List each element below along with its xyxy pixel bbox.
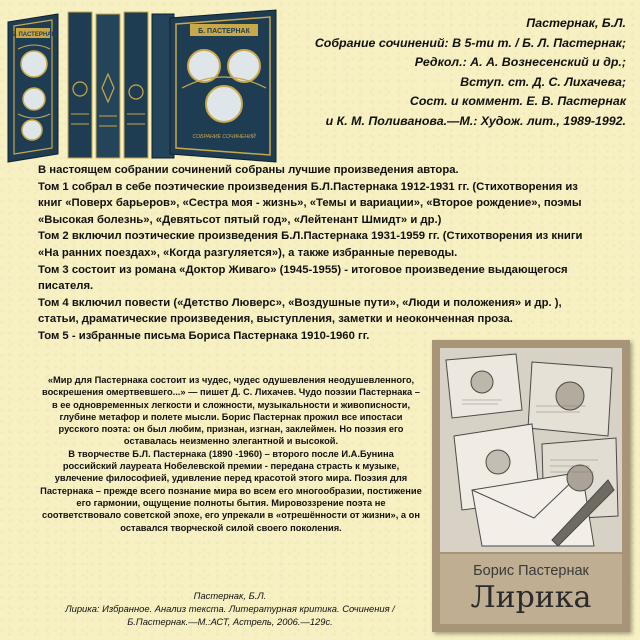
collected-works-bibliography [266,14,626,132]
bibliography-line: Собрание сочинений: В 5-ти т. / Б. Л. Пастернак; [314,35,626,50]
description-line: Том 4 включил повести («Детство Люверс», «Воздушные пути», «Люди и положения» и др. ), [38,296,562,309]
lyrics-bibliography-line: Лирика: Избранное. Анализ текста. Литературная критика. Сочинения / [65,602,395,614]
bibliography-line: Сост. и коммент. Е. В. Пастернак [409,94,626,109]
lyrics-book-cover [432,340,630,632]
collected-works-set-image [4,4,280,164]
volume-1 [8,14,58,162]
description-line: Том 3 состоит из романа «Доктор Живаго» (1945-1955) - итоговое произведение выдающегося [38,263,568,276]
description-line: В настоящем собрании сочинений собраны лучшие произведения автора. [38,164,459,176]
description-line: статьи, драматические произведения, выступления, заметки и неоконченная проза. [38,313,513,326]
bibliography-line: Редкол.: А. А. Вознесенский и др.; [414,55,626,70]
lyrics-bibliography-line: Б.Пастернак.—М.:АСТ, Астрель, 2006.—129с. [127,615,333,627]
lyrics-bibliography [20,590,440,628]
poetry-quote [40,374,422,534]
front-cover-title: Б. ПАСТЕРНАК [198,28,250,35]
lyrics-book-author: Борис Пастернак [473,563,589,579]
description-line: Том 1 собрал в себе поэтические произведения Б.Л.Пастернака 1912-1931 гг. (Стихотворения из [38,180,578,193]
lyrics-bibliography-line: Пастернак, Б.Л. [193,590,267,601]
bibliography-line: Пастернак, Б.Л. [526,16,626,30]
quote-paragraph-2: В творчестве Б.Л. Пастернака (1890 -1960) – второго после И.А.Бунина российский лауреата Нобелевской премии - передана страсть к музыке, увлечение философией, удивление перед красотой этого мира. Поэзия для Пастернака – прежде всего познание мира во всем его многообразии, постижение его гармонии, ощущение полноты бытия. Мировоззрение поэта не соответствовало советской эпохе, его упрекали в «отрешённости от жизни», а он оставался творческой силой своего поколения. [40,448,422,533]
front-cover [170,10,276,162]
front-cover-subtitle: СОБРАНИЕ СОЧИНЕНИЙ [192,134,256,140]
volumes-description [38,162,628,345]
volume-1-label: Б. ПАСТЕРНАК [10,32,56,38]
description-line: «На ранних поездах», «Когда разгуляется»), а также избранные переводы. [38,246,458,259]
lyrics-book-title: Лирика [470,580,592,615]
description-line: «Высокая болезнь», «Девятьсот пятый год», «Лейтенант Шмидт» и др.) [38,213,442,226]
bibliography-line: Вступ. ст. Д. С. Лихачева; [460,74,626,89]
bibliography-line: и К. М. Поливанова.—М.: Худож. лит., 1989-1992. [325,113,626,128]
description-line: книг «Поверх барьеров», «Сестра моя - жизнь», «Темы и вариации», «Второе рождение», поэмы [38,197,582,210]
quote-paragraph-1: «Мир для Пастернака состоит из чудес, чудес одушевления неодушевленного, воскрешения омертвевшего...» — пишет Д. С. Лихачев. Чудо поэзии Пастернака – в ее одновременных легкости и сложности, музыкальности и живописности, глубине метафор и полете мысли. Борис Пастернак прожил все ипостаси русского поэта: он был любим, признан, изгнан, заклеймен. Но поэзия его оставалась неизменно элегантной и высокой. [42,375,420,447]
description-line: Том 5 - избранные письма Бориса Пастернака 1910-1960 гг. [38,329,370,342]
description-line: Том 2 включил поэтические произведения Б.Л.Пастернака 1931-1959 гг. (Стихотворения из книги [38,230,583,243]
description-line: писателя. [38,280,94,293]
